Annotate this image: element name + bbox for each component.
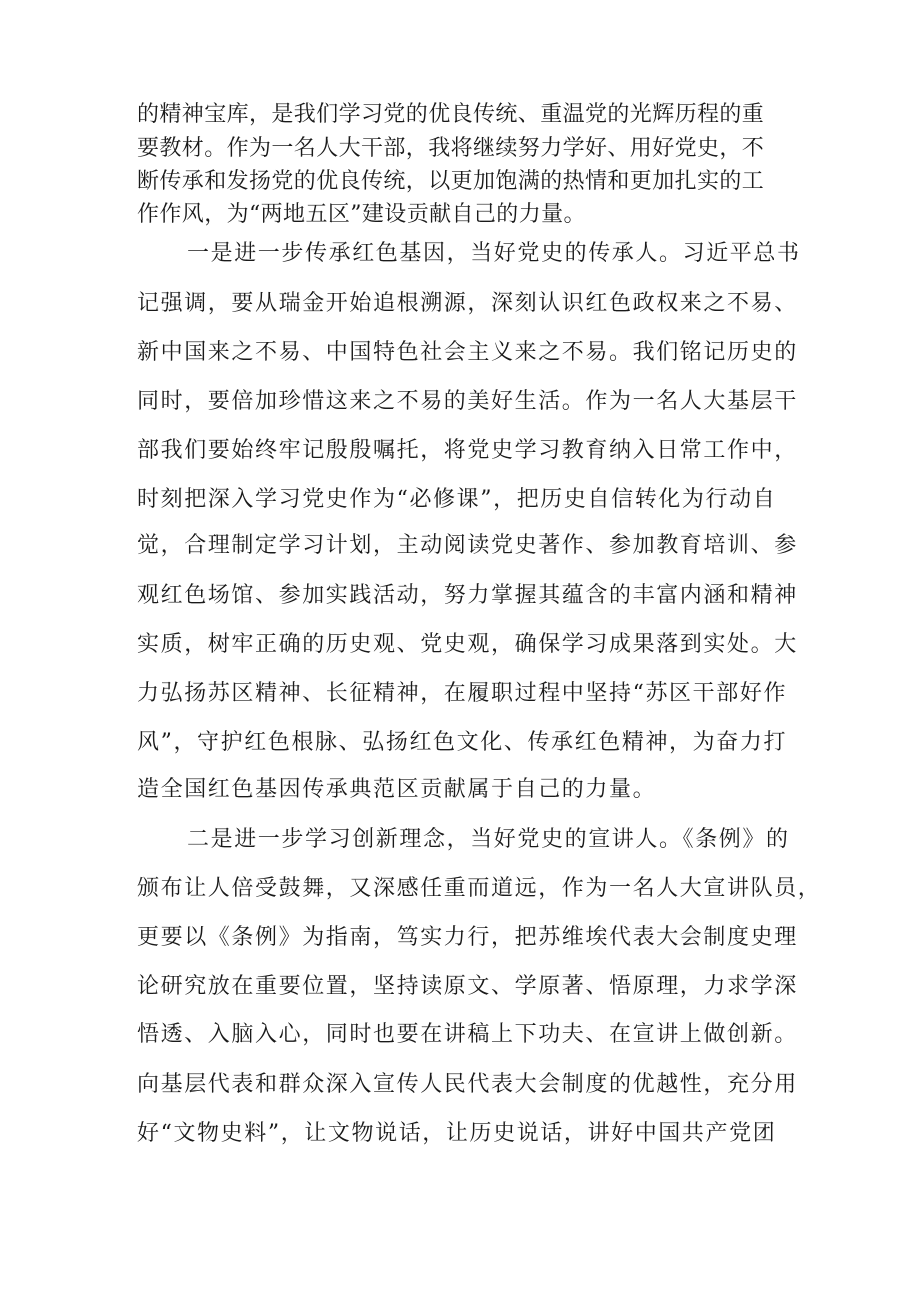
text-line: 一是进一步传承红色基因，当好党史的传承人。习近平总书 xyxy=(187,241,801,266)
text-line: 记强调，要从瑞金开始追根溯源，深刻认识红色政权来之不易、 xyxy=(137,291,798,316)
text-line: 向基层代表和群众深入宣传人民代表大会制度的优越性，充分用 xyxy=(137,1072,798,1097)
text-line: 部我们要始终牢记殷殷嘱托，将党史学习教育纳入日常工作中， xyxy=(137,438,798,463)
text-line: 二是进一步学习创新理念，当好党史的宣讲人。《条例》的 xyxy=(187,827,790,852)
text-line: 断传承和发扬党的优良传统，以更加饱满的热情和更加扎实的工 xyxy=(137,169,765,194)
text-line: 要教材。作为一名人大干部，我将继续努力学好、用好党史，不 xyxy=(137,136,765,161)
text-line: 好“文物史料”，让文物说话，让历史说话，讲好中国共产党团 xyxy=(137,1121,777,1146)
text-line: 论研究放在重要位置，坚持读原文、学原著、悟原理，力求学深 xyxy=(137,974,798,999)
text-line: 觉，合理制定学习计划，主动阅读党史著作、参加教育培训、参 xyxy=(137,533,798,558)
text-line: 新中国来之不易、中国特色社会主义来之不易。我们铭记历史的 xyxy=(137,340,798,365)
text-line: 力弘扬苏区精神、长征精神，在履职过程中坚持“苏区干部好作 xyxy=(137,681,788,706)
text-line: 造全国红色基因传承典范区贡献属于自己的力量。 xyxy=(137,777,657,802)
text-line: 更要以《条例》为指南，笃实力行，把苏维埃代表大会制度史理 xyxy=(137,925,798,950)
text-line: 实质，树牢正确的历史观、党史观，确保学习成果落到实处。大 xyxy=(137,632,798,657)
text-line: 同时，要倍加珍惜这来之不易的美好生活。作为一名人大基层干 xyxy=(137,389,798,414)
text-line: 观红色场馆、参加实践活动，努力掌握其蕴含的丰富内涵和精神 xyxy=(137,583,798,608)
text-line: 悟透、入脑入心，同时也要在讲稿上下功夫、在宣讲上做创新。 xyxy=(137,1022,798,1047)
text-line: 的精神宝库，是我们学习党的优良传统、重温党的光辉历程的重 xyxy=(137,102,765,127)
text-line: 时刻把深入学习党史作为“必修课”，把历史自信转化为行动自 xyxy=(137,487,777,512)
text-line: 颁布让人倍受鼓舞，又深感任重而道远，作为一名人大宣讲队员， xyxy=(137,876,822,901)
text-line: 作作风，为“两地五区”建设贡献自己的力量。 xyxy=(137,202,586,227)
text-line: 风”，守护红色根脉、弘扬红色文化、传承红色精神，为奋力打 xyxy=(137,730,788,755)
